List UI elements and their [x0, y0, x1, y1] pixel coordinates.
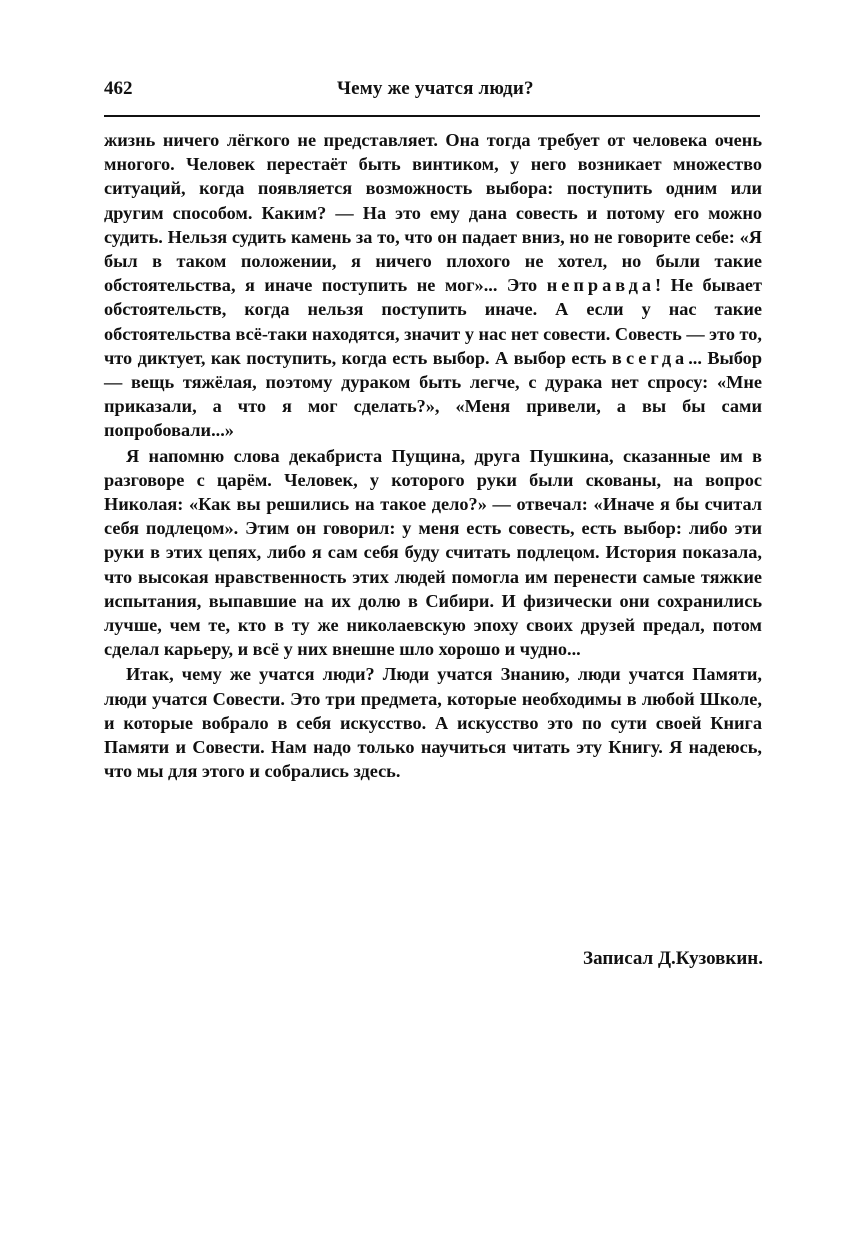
page-header — [104, 78, 760, 108]
paragraph-1-part-3: ... Выбор — вещь тяжёлая, поэтому дураком быть легче, с дурака нет спросу: «Мне приказали, а что я мог сделать?», «Меня привели, а вы бы сами попробовали...» — [104, 347, 762, 441]
paragraph-3: Итак, чему же учатся люди? Люди учатся Знанию, люди учатся Памяти, люди учатся Совести. Это три предмета, которые необходимы в любой Школе, и которые вобрало в себя искусство. А искусство это по сути своей Книга Памяти и Совести. Нам надо только научиться читать эту Книгу. Я надеюсь, что мы для этого и собрались здесь. — [104, 664, 762, 782]
body-text — [104, 128, 762, 783]
signature: Записал Д.Кузовкин. — [583, 948, 763, 969]
page-number: 462 — [104, 78, 133, 99]
paragraph-1 — [104, 128, 762, 443]
header-rule — [104, 115, 760, 117]
emphasis-vsegda: всегда — [611, 347, 689, 368]
paragraph-2: Я напомню слова декабриста Пущина, друга Пушкина, сказанные им в разговоре с царём. Человек, у которого руки были скованы, на вопрос Николая: «Как вы решились на такое дело?» — отвечал: «Иначе я бы считал себя подлецом». Этим он говорил: у меня есть совесть, есть выбор: либо эти руки в этих цепях, либо я сам себя буду считать подлецом. История показала, что высокая нравственность этих людей помогла им перенести самые тяжкие испытания, выпавшие на их долю в Сибири. И физически они сохранились лучше, чем те, кто в ту же николаевскую эпоху своих друзей предал, потом сделал карьеру, и всё у них внешне шло хорошо и чудно... — [104, 445, 762, 660]
paragraph-1-part-2: ! Не бывает обстоятельств, когда нельзя поступить иначе. А если у нас такие обстоятельства всё-таки находятся, значит у нас нет совести. Совесть — это то, что диктует, как поступить, когда есть выбор. А выбор есть — [104, 275, 762, 368]
emphasis-nepravda: неправда — [546, 275, 656, 296]
running-title: Чему же учатся люди? — [337, 78, 534, 99]
paragraph-1-part-1: жизнь ничего лёгкого не представляет. Она тогда требует от человека очень многого. Человек перестаёт быть винтиком, у него возникает множество ситуаций, когда появляется возможность выбора: поступить одним или другим способом. Каким? — На это ему дана совесть и потому его можно судить. Нельзя судить камень за то, что он падает вниз, но не говорите себе: «Я был в таком положении, я ничего плохого не хотел, но были такие обстоятельства, я иначе поступить не мог»... Это — [104, 130, 762, 296]
